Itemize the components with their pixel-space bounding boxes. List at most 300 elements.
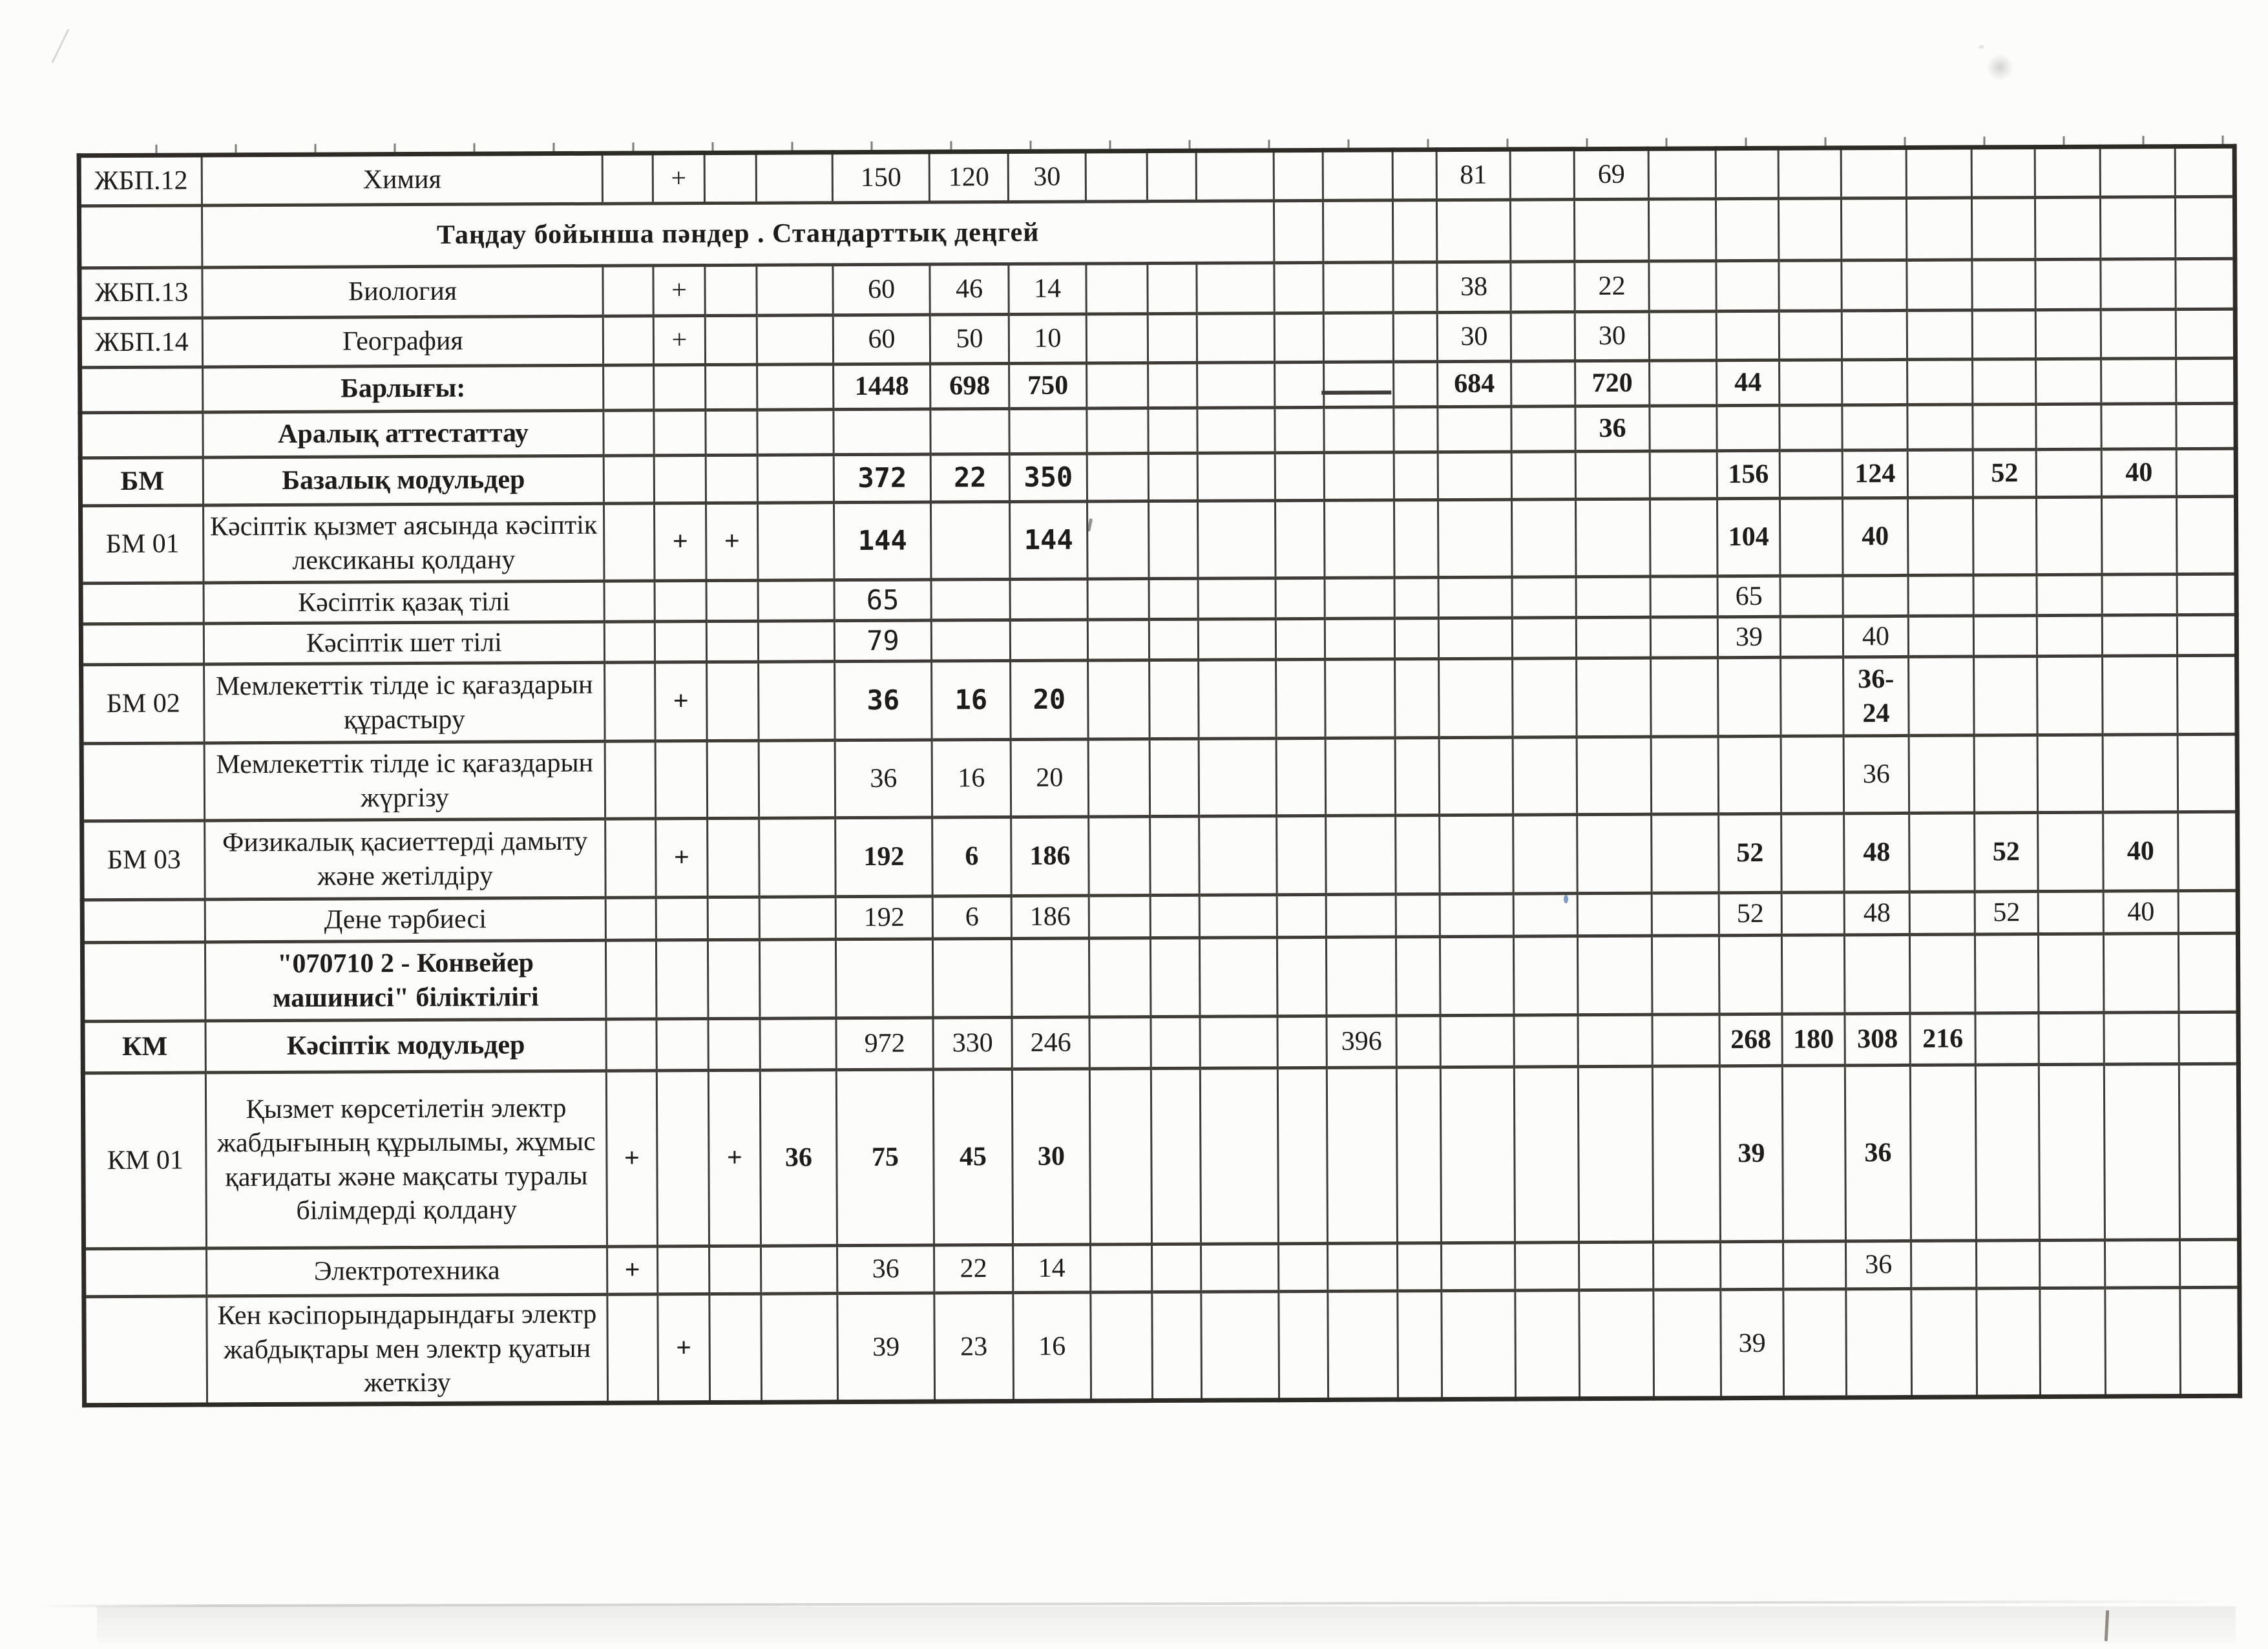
empty-cell bbox=[1842, 404, 1907, 450]
empty-cell bbox=[1910, 1065, 1976, 1241]
empty-cell bbox=[1909, 813, 1975, 892]
empty-cell bbox=[1650, 576, 1717, 617]
empty-cell bbox=[708, 1018, 760, 1070]
empty-cell bbox=[759, 940, 836, 1019]
value-cell: 52 bbox=[1975, 892, 2038, 934]
empty-cell bbox=[1088, 660, 1150, 739]
empty-cell bbox=[1513, 894, 1577, 936]
empty-cell bbox=[708, 940, 760, 1018]
row-code-cell: БМ 03 bbox=[82, 821, 205, 900]
empty-cell bbox=[1650, 361, 1717, 406]
empty-cell bbox=[1152, 1244, 1201, 1292]
empty-cell bbox=[2038, 812, 2104, 891]
empty-cell bbox=[1087, 363, 1148, 408]
empty-cell bbox=[1579, 1242, 1654, 1290]
empty-cell bbox=[1197, 362, 1275, 408]
empty-cell bbox=[1011, 938, 1089, 1018]
empty-cell bbox=[2177, 574, 2236, 614]
value-cell: 39 bbox=[1717, 616, 1780, 657]
value-cell: 38 bbox=[1437, 262, 1511, 312]
plus-mark-cell: + bbox=[706, 503, 759, 580]
row-code-cell: ЖБП.12 bbox=[79, 155, 202, 206]
empty-cell bbox=[1513, 815, 1578, 894]
empty-cell bbox=[2175, 146, 2234, 196]
empty-cell bbox=[80, 412, 203, 458]
empty-cell bbox=[1977, 1288, 2041, 1397]
value-cell: 30 bbox=[1575, 311, 1649, 361]
empty-cell bbox=[1394, 362, 1438, 407]
empty-cell bbox=[1973, 404, 2036, 450]
table-container bbox=[77, 144, 2242, 1407]
empty-cell bbox=[1574, 199, 1648, 262]
empty-cell bbox=[1652, 1066, 1720, 1242]
section-header-cell: Таңдау бойынша пәндер . Стандарттық деңгей bbox=[202, 201, 1274, 268]
empty-cell bbox=[656, 1019, 708, 1071]
empty-cell bbox=[1149, 619, 1198, 660]
scan-dash-bottom bbox=[2105, 1610, 2110, 1641]
empty-cell bbox=[2104, 1064, 2179, 1241]
empty-cell bbox=[2036, 404, 2101, 449]
empty-cell bbox=[1438, 618, 1512, 658]
row-title-cell: География bbox=[202, 316, 603, 367]
row-qualification-070710 bbox=[82, 933, 2238, 1022]
empty-cell bbox=[1575, 451, 1650, 499]
empty-cell bbox=[1511, 499, 1576, 577]
empty-cell bbox=[655, 741, 708, 819]
value-cell: 75 bbox=[836, 1069, 934, 1246]
empty-cell bbox=[1277, 937, 1327, 1016]
empty-cell bbox=[1151, 1068, 1201, 1244]
empty-cell bbox=[706, 455, 757, 503]
value-cell: 246 bbox=[1012, 1017, 1089, 1069]
empty-cell bbox=[655, 581, 706, 622]
empty-cell bbox=[1393, 313, 1437, 362]
empty-cell bbox=[1577, 737, 1652, 815]
empty-cell bbox=[81, 624, 204, 665]
empty-cell bbox=[1846, 1288, 1912, 1397]
value-cell: 10 bbox=[1009, 314, 1086, 364]
value-cell: 48 bbox=[1844, 813, 1910, 892]
empty-cell bbox=[607, 1294, 658, 1403]
empty-cell bbox=[709, 1246, 761, 1294]
empty-cell bbox=[605, 741, 656, 819]
empty-cell bbox=[1909, 892, 1975, 934]
empty-cell bbox=[603, 266, 653, 316]
empty-cell bbox=[1438, 406, 1511, 452]
empty-cell bbox=[2039, 1240, 2105, 1288]
value-cell: 16 bbox=[932, 740, 1011, 818]
empty-cell bbox=[1652, 814, 1719, 893]
empty-cell bbox=[2039, 1013, 2104, 1064]
value-cell: 36 bbox=[1575, 406, 1650, 452]
empty-cell bbox=[706, 410, 757, 455]
empty-cell bbox=[2037, 615, 2102, 656]
empty-cell bbox=[80, 367, 203, 413]
empty-cell bbox=[2036, 449, 2101, 497]
empty-cell bbox=[1276, 578, 1325, 618]
empty-cell bbox=[707, 662, 759, 740]
plus-mark-cell: + bbox=[658, 1294, 710, 1403]
empty-cell bbox=[757, 503, 834, 581]
value-cell: 60 bbox=[833, 264, 930, 315]
empty-cell bbox=[1907, 260, 1972, 310]
empty-cell bbox=[1514, 1067, 1579, 1243]
empty-cell bbox=[1974, 656, 2038, 735]
scan-mark-topleft bbox=[51, 28, 69, 63]
empty-cell bbox=[1150, 660, 1199, 739]
empty-cell bbox=[1652, 893, 1719, 936]
empty-cell bbox=[1783, 1241, 1846, 1289]
empty-cell bbox=[1324, 452, 1394, 500]
empty-cell bbox=[930, 409, 1009, 455]
empty-cell bbox=[1976, 1241, 2039, 1288]
empty-cell bbox=[1909, 735, 1975, 813]
empty-cell bbox=[1778, 148, 1841, 198]
empty-cell bbox=[1325, 659, 1396, 738]
empty-cell bbox=[2036, 359, 2101, 404]
empty-cell bbox=[1781, 736, 1844, 814]
value-cell: 36 bbox=[760, 1070, 837, 1246]
row-zhbp14-geography bbox=[79, 309, 2235, 368]
empty-cell bbox=[2036, 497, 2102, 574]
empty-cell bbox=[1973, 616, 2037, 656]
value-cell: 22 bbox=[1575, 261, 1649, 312]
value-cell: 23 bbox=[934, 1292, 1014, 1401]
empty-cell bbox=[1396, 894, 1440, 937]
empty-cell bbox=[1648, 199, 1716, 261]
empty-cell bbox=[1515, 1290, 1580, 1399]
empty-cell bbox=[1654, 1242, 1721, 1290]
empty-cell bbox=[1510, 200, 1574, 262]
empty-cell bbox=[1089, 817, 1151, 896]
row-title-cell: Кәсіптік модульдер bbox=[205, 1019, 606, 1073]
plus-mark-cell: + bbox=[653, 153, 704, 204]
scan-band-bottom bbox=[97, 1606, 2236, 1643]
empty-cell bbox=[1721, 1241, 1783, 1289]
empty-cell bbox=[1652, 936, 1719, 1014]
value-cell: 6 bbox=[932, 817, 1012, 897]
empty-cell bbox=[1439, 737, 1513, 815]
empty-cell bbox=[2103, 735, 2178, 813]
row-zhbp13-biology bbox=[79, 258, 2235, 319]
value-cell: 50 bbox=[930, 315, 1009, 364]
empty-cell bbox=[2103, 656, 2178, 735]
empty-cell bbox=[2178, 655, 2238, 734]
empty-cell bbox=[1010, 620, 1087, 661]
empty-cell bbox=[1323, 200, 1392, 262]
value-cell: 6 bbox=[932, 896, 1011, 940]
row-code-cell: ЖБП.14 bbox=[79, 318, 202, 368]
empty-cell bbox=[1909, 934, 1975, 1013]
empty-cell bbox=[1009, 408, 1087, 454]
row-code-cell: КМ bbox=[83, 1021, 205, 1073]
empty-cell bbox=[2035, 197, 2100, 259]
value-cell: 52 bbox=[1719, 814, 1782, 892]
empty-cell bbox=[1511, 452, 1575, 499]
empty-cell bbox=[1974, 735, 2038, 813]
empty-cell bbox=[1086, 264, 1148, 314]
plus-mark-cell: + bbox=[607, 1246, 658, 1294]
row-bm02-conduct bbox=[81, 734, 2237, 821]
empty-cell bbox=[757, 364, 834, 410]
empty-cell bbox=[1199, 938, 1277, 1017]
value-cell: 150 bbox=[832, 152, 929, 203]
empty-cell bbox=[604, 365, 654, 410]
row-km-professional-modules bbox=[83, 1012, 2238, 1073]
empty-cell bbox=[1325, 738, 1396, 815]
row-title-cell: Базалық модульдер bbox=[203, 456, 604, 505]
empty-cell bbox=[1650, 406, 1717, 451]
empty-cell bbox=[1436, 200, 1510, 262]
empty-cell bbox=[2176, 496, 2236, 574]
empty-cell bbox=[655, 622, 706, 662]
empty-cell bbox=[834, 409, 930, 455]
value-cell: 36 bbox=[1845, 1065, 1911, 1241]
empty-cell bbox=[1512, 618, 1576, 658]
empty-cell bbox=[1087, 454, 1148, 501]
empty-cell bbox=[704, 152, 756, 203]
value-cell: 48 bbox=[1844, 892, 1909, 934]
plus-mark-cell: + bbox=[708, 1070, 761, 1246]
empty-cell bbox=[1511, 262, 1575, 312]
empty-cell bbox=[1650, 617, 1717, 658]
row-title-cell: Дене тәрбиесі bbox=[205, 898, 605, 942]
row-title-cell: Мемлекеттік тілде іс қағаздарын жүргізу bbox=[204, 741, 605, 821]
empty-cell bbox=[1275, 500, 1325, 578]
empty-cell bbox=[1091, 1245, 1152, 1292]
empty-cell bbox=[654, 456, 706, 503]
value-cell: 1448 bbox=[834, 364, 930, 410]
value-cell: 40 bbox=[2103, 891, 2178, 934]
empty-cell bbox=[1276, 738, 1326, 815]
empty-cell bbox=[2037, 735, 2103, 812]
empty-cell bbox=[82, 942, 205, 1022]
empty-cell bbox=[1087, 408, 1148, 454]
empty-cell bbox=[757, 410, 834, 456]
value-cell: 52 bbox=[1973, 450, 2036, 498]
row-zhbp12-chemistry bbox=[79, 146, 2234, 206]
empty-cell bbox=[1150, 739, 1199, 816]
empty-cell bbox=[758, 580, 834, 622]
empty-cell bbox=[1200, 1016, 1277, 1069]
empty-cell bbox=[1718, 657, 1781, 736]
empty-cell bbox=[758, 621, 834, 662]
empty-cell bbox=[1394, 407, 1438, 452]
empty-cell bbox=[1396, 815, 1440, 894]
empty-cell bbox=[2179, 1064, 2239, 1239]
empty-cell bbox=[1511, 361, 1575, 406]
empty-cell bbox=[1911, 1241, 1977, 1288]
value-cell: 372 bbox=[834, 454, 930, 503]
empty-cell bbox=[1087, 501, 1149, 579]
empty-cell bbox=[1781, 657, 1844, 736]
empty-cell bbox=[1274, 262, 1323, 313]
empty-cell bbox=[2176, 309, 2235, 358]
empty-cell bbox=[1513, 737, 1577, 815]
empty-cell bbox=[1199, 895, 1277, 938]
empty-cell bbox=[1277, 1016, 1327, 1067]
empty-cell bbox=[656, 898, 708, 940]
value-cell: 396 bbox=[1327, 1016, 1396, 1067]
empty-cell bbox=[1907, 359, 1973, 404]
empty-cell bbox=[1199, 739, 1277, 817]
empty-cell bbox=[1514, 1015, 1578, 1067]
empty-cell bbox=[2101, 497, 2177, 575]
row-code-cell: БМ 02 bbox=[81, 664, 205, 744]
empty-cell bbox=[759, 740, 835, 819]
empty-cell bbox=[705, 265, 757, 315]
empty-cell bbox=[82, 899, 205, 943]
empty-cell bbox=[1512, 577, 1576, 618]
value-cell: 40 bbox=[1842, 498, 1908, 575]
empty-cell bbox=[1841, 147, 1906, 198]
value-cell: 720 bbox=[1575, 361, 1650, 406]
value-cell: 79 bbox=[834, 620, 931, 662]
empty-cell bbox=[756, 152, 832, 204]
empty-cell bbox=[604, 622, 655, 662]
value-cell: 39 bbox=[1719, 1066, 1783, 1241]
row-title-cell: Химия bbox=[202, 153, 602, 205]
empty-cell bbox=[1909, 656, 1975, 735]
empty-cell bbox=[1392, 200, 1436, 262]
empty-cell bbox=[606, 1019, 656, 1071]
empty-cell bbox=[707, 740, 759, 818]
empty-cell bbox=[1197, 263, 1274, 314]
plus-mark-cell: + bbox=[655, 662, 708, 741]
value-cell: 65 bbox=[1717, 576, 1780, 616]
empty-cell bbox=[2035, 310, 2101, 359]
empty-cell bbox=[604, 410, 654, 456]
empty-cell bbox=[1716, 148, 1778, 198]
empty-cell bbox=[81, 743, 205, 821]
scan-smudge-topright bbox=[1972, 40, 2019, 85]
row-title-cell: Мемлекеттік тілде іс қағаздарын құрастыру bbox=[204, 662, 605, 743]
empty-cell bbox=[1275, 407, 1324, 452]
empty-cell bbox=[2176, 258, 2235, 309]
empty-cell bbox=[1576, 576, 1650, 618]
empty-cell bbox=[1971, 198, 2035, 260]
empty-cell bbox=[604, 581, 655, 622]
empty-cell bbox=[2039, 1064, 2105, 1240]
empty-cell bbox=[1148, 408, 1197, 453]
value-cell: 120 bbox=[929, 152, 1008, 203]
value-cell: 144 bbox=[1009, 501, 1087, 580]
value-cell: 30 bbox=[1012, 1069, 1090, 1245]
empty-cell bbox=[1197, 313, 1274, 363]
empty-cell bbox=[1783, 1289, 1847, 1398]
empty-cell bbox=[1325, 618, 1394, 659]
value-cell: 45 bbox=[933, 1069, 1013, 1245]
empty-cell bbox=[605, 898, 656, 940]
empty-cell bbox=[1394, 618, 1438, 659]
plus-mark-cell: + bbox=[656, 819, 708, 898]
empty-cell bbox=[835, 939, 933, 1018]
row-title-cell: Аралық аттестаттау bbox=[203, 410, 604, 457]
empty-cell bbox=[932, 938, 1012, 1018]
value-cell: 216 bbox=[1910, 1013, 1975, 1065]
empty-cell bbox=[84, 1248, 207, 1297]
empty-cell bbox=[2105, 1288, 2181, 1396]
empty-cell bbox=[1842, 359, 1907, 404]
empty-cell bbox=[1326, 937, 1396, 1016]
empty-cell bbox=[602, 153, 653, 204]
empty-cell bbox=[708, 897, 759, 940]
empty-cell bbox=[1277, 815, 1327, 894]
value-cell: 52 bbox=[1975, 813, 2039, 892]
empty-cell bbox=[1510, 149, 1574, 200]
empty-cell bbox=[1511, 406, 1575, 452]
empty-cell bbox=[1972, 260, 2035, 310]
empty-cell bbox=[1579, 1290, 1654, 1398]
empty-cell bbox=[1781, 935, 1845, 1014]
empty-cell bbox=[2037, 574, 2102, 615]
empty-cell bbox=[2176, 448, 2236, 496]
empty-cell bbox=[1148, 362, 1197, 408]
empty-cell bbox=[1649, 311, 1716, 361]
value-cell: 698 bbox=[930, 364, 1009, 410]
empty-cell bbox=[705, 315, 757, 364]
empty-cell bbox=[1513, 658, 1577, 737]
empty-cell bbox=[1442, 1290, 1516, 1399]
empty-cell bbox=[1780, 498, 1843, 576]
empty-cell bbox=[1328, 1291, 1398, 1400]
empty-cell bbox=[1089, 1069, 1151, 1245]
empty-cell bbox=[1395, 738, 1440, 815]
empty-cell bbox=[1325, 578, 1394, 618]
empty-cell bbox=[84, 1296, 207, 1405]
value-cell: 22 bbox=[934, 1245, 1013, 1293]
empty-cell bbox=[2178, 734, 2238, 812]
empty-cell bbox=[1907, 498, 1973, 575]
empty-cell bbox=[2040, 1288, 2106, 1396]
empty-cell bbox=[2102, 615, 2177, 656]
row-title-cell: "070710 2 - Конвейер машинисі" біліктілігі bbox=[205, 940, 606, 1021]
empty-cell bbox=[1975, 934, 2039, 1013]
empty-cell bbox=[604, 456, 654, 503]
value-cell: 124 bbox=[1842, 450, 1907, 498]
value-cell: 36 bbox=[837, 1245, 934, 1294]
empty-cell bbox=[1975, 1013, 2039, 1065]
empty-cell bbox=[605, 662, 656, 741]
empty-cell bbox=[757, 315, 833, 365]
empty-cell bbox=[81, 583, 204, 624]
empty-cell bbox=[2179, 1239, 2239, 1287]
table-body bbox=[79, 146, 2240, 1405]
row-title-cell: Кәсіптік шет тілі bbox=[204, 622, 604, 664]
empty-cell bbox=[1716, 311, 1779, 360]
empty-cell bbox=[708, 818, 760, 897]
empty-cell bbox=[1279, 1243, 1328, 1291]
empty-cell bbox=[1907, 450, 1973, 498]
empty-cell bbox=[1324, 362, 1394, 407]
empty-cell bbox=[759, 662, 835, 741]
empty-cell bbox=[931, 580, 1010, 621]
empty-cell bbox=[1781, 814, 1845, 892]
value-cell: 350 bbox=[1009, 454, 1087, 502]
empty-cell bbox=[1971, 147, 2035, 198]
value-cell: 36 bbox=[1846, 1241, 1911, 1288]
value-cell: 14 bbox=[1009, 264, 1086, 315]
empty-cell bbox=[2038, 891, 2103, 934]
empty-cell bbox=[2178, 812, 2238, 890]
empty-cell bbox=[1440, 936, 1514, 1015]
empty-cell bbox=[1906, 198, 1971, 260]
value-cell: 330 bbox=[933, 1017, 1012, 1069]
empty-cell bbox=[1841, 198, 1906, 260]
empty-cell bbox=[2104, 1013, 2179, 1065]
empty-cell bbox=[1275, 362, 1324, 407]
value-cell: 22 bbox=[930, 454, 1009, 503]
